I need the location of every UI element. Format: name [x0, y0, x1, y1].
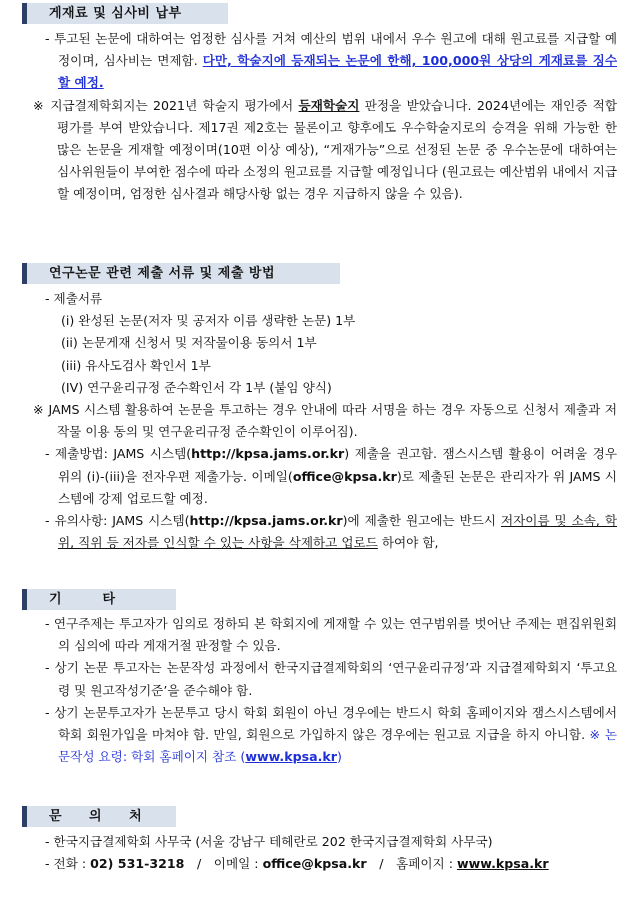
homepage-link[interactable]: www.kpsa.kr	[245, 749, 337, 765]
submission-caution: - 유의사항: JAMS 시스템(http://kpsa.jams.or.kr)에 제출한 원고에는 반드시 저자이름 및 소속, 학위, 직위 등 저자를 인식할 수 있는 사항을 삭제하고 업로드 하여야 함,	[45, 513, 617, 551]
office-address: - 한국지급결제학회 사무국 (서울 강남구 테헤란로 202 한국지급결제학회 사무국)	[45, 834, 493, 849]
doc-item: (IV) 연구윤리규정 준수확인서 각 1부 (붙임 양식)	[61, 379, 332, 395]
doc-item: (iii) 유사도검사 확인서 1부	[61, 357, 211, 373]
fee-paragraph: - 투고된 논문에 대하여는 엄정한 심사를 거쳐 예산의 범위 내에서 우수 원고에 대해 원고료를 지급할 예정이며, 심사비는 면제함. 다만, 학술지에 등재되는 논문에 한해, 100,000원 상당의 게재료를 징수할 예정.	[45, 31, 617, 91]
fee-section-body	[33, 28, 617, 206]
office-email-link[interactable]: office@kpsa.kr	[292, 468, 397, 484]
anonymize-instruction: 저자이름 및 소속, 학위, 직위 등 저자를 인식할 수 있는 사항을 삭제하고 업로드	[58, 513, 617, 551]
doc-item: (i) 완성된 논문(저자 및 공저자 이름 생략한 논문) 1부	[61, 313, 356, 329]
accredited-journal-label: 등재학술지	[298, 97, 360, 113]
submission-section-body	[33, 288, 617, 554]
guide-reference: ※ 논문작성 요령: 학회 홈페이지 참조 (www.kpsa.kr)	[58, 727, 617, 765]
section-title: 연구논문 관련 제출 서류 및 제출 방법	[49, 266, 276, 281]
submission-method: - 제출방법: JAMS 시스템(http://kpsa.jams.or.kr) 제출을 권고함. 잼스시스템 활용이 어려울 경우 위의 (i)-(iii)을 전자우편 제출가능. 이메일(office@kpsa.kr)로 제출된 논문은 관리자가 위 JAMS 시스템에 강제 업로드할 예정.	[45, 446, 617, 506]
doc-item: (ii) 논문게재 신청서 및 저작물이용 동의서 1부	[61, 335, 317, 351]
section-title: 기 타	[49, 592, 116, 607]
section-header-fee	[22, 3, 228, 24]
docs-label: - 제출서류	[45, 291, 103, 306]
phone-number: 02) 531-3218	[90, 856, 185, 872]
contact-email-link[interactable]: office@kpsa.kr	[262, 856, 367, 872]
section-header-contact	[22, 806, 176, 827]
contact-section-body	[45, 831, 617, 875]
section-header-etc	[22, 589, 176, 610]
jams-url-link[interactable]: http://kpsa.jams.or.kr	[189, 513, 343, 529]
section-title: 문 의 처	[49, 809, 143, 824]
accreditation-note: ※ 지급결제학회지는 2021년 학술지 평가에서 등재학술지 판정을 받았습니다. 2024년에는 재인증 적합 평가를 부여 받았습니다. 제17권 제2호는 물론이고 향후에도 우수학술지로의 승격을 위해 가능한 한 많은 논문을 게재할 예정이며(10편 이상 예상), “게재가능”으로 선정된 논문 중 우수논문에 대하여는 심사위원들이 부여한 점수에 따라 소정의 원고료를 지급할 예정입니다 (원고료는 예산범위 내에서 지급할 예정이며, 엄정한 심사결과 해당사항 없는 경우 지급하지 않을 수 있음).	[33, 97, 617, 202]
jams-url-link[interactable]: http://kpsa.jams.or.kr	[191, 446, 345, 462]
fee-highlight: 다만, 학술지에 등재되는 논문에 한해, 100,000원 상당의 게재료를 징수할 예정.	[58, 53, 617, 91]
etc-item: - 상기 논문 투고자는 논문작성 과정에서 한국지급결제학회의 ‘연구윤리규정’과 지급결제학회지 ‘투고요령 및 원고작성기준’을 준수해야 함.	[45, 660, 617, 698]
section-title: 게재료 및 심사비 납부	[49, 6, 182, 21]
section-header-submission	[22, 263, 340, 284]
contact-line: - 전화 : 02) 531-3218 / 이메일 : office@kpsa.kr / 홈페이지 : www.kpsa.kr	[45, 856, 549, 872]
contact-homepage-link[interactable]: www.kpsa.kr	[456, 856, 549, 872]
jams-note: ※ JAMS 시스템 활용하여 논문을 투고하는 경우 안내에 따라 서명을 하는 경우 자동으로 신청서 제출과 저작물 이용 동의 및 연구윤리규정 준수확인이 이루어짐).	[33, 402, 617, 440]
etc-section-body	[45, 613, 617, 768]
etc-item: - 연구주제는 투고자가 임의로 정하되 본 학회지에 게재할 수 있는 연구범위를 벗어난 주제는 편집위원회의 심의에 따라 게재거절 판정할 수 있음.	[45, 616, 617, 654]
etc-item: - 상기 논문투고자가 논문투고 당시 학회 회원이 아닌 경우에는 반드시 학회 홈페이지와 잼스시스템에서 학회 회원가입을 마쳐야 함. 만일, 회원으로 가입하지 않은 경우에는 원고료 지급을 하지 아니함. ※ 논문작성 요령: 학회 홈페이지 참조 (www.kpsa.kr)	[45, 704, 617, 765]
